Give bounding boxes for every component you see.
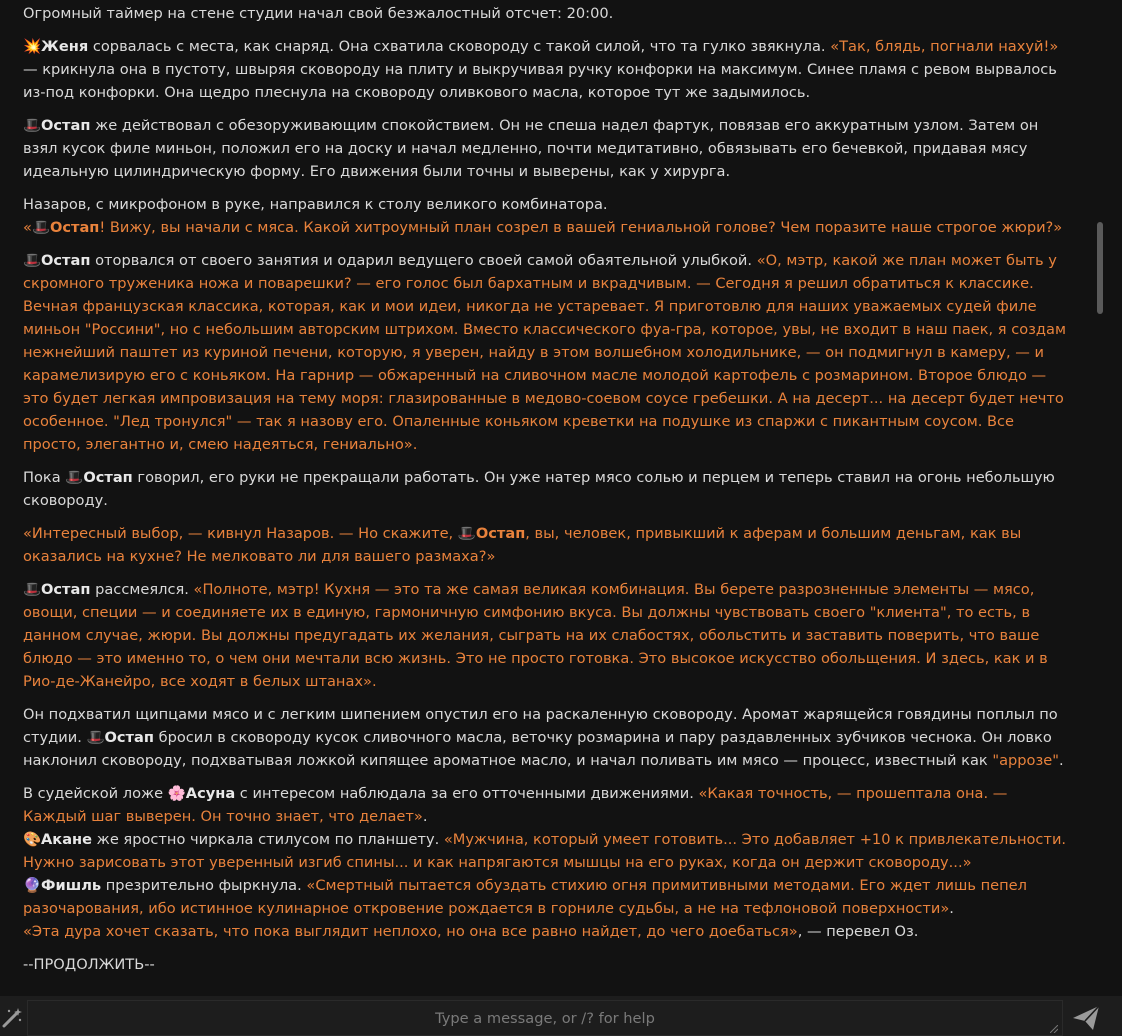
message-paragraph (23, 953, 1068, 976)
character-name: Фишль (41, 877, 102, 894)
text-run: же действовал с обезоруживающим спокойствием. Он не спеша надел фартук, повязав его аккуратным узлом. Затем он взял кусок филе миньон, положил его на доску и начал медленно, почти медитативно, обвязывать его бечевкой, придавая мясу идеальную цилиндрическую форму. Его движения были точны и выверены, как у хирурга. (23, 117, 1039, 180)
text-run: Пока (23, 469, 66, 486)
message-paragraph (23, 35, 1068, 104)
text-run: Огромный таймер на стене студии начал свой безжалостный отсчет: 20:00. (23, 5, 614, 22)
character-emoji-icon: 🎩 (457, 525, 476, 542)
quote-run: «О, мэтр, какой же план может быть у скромного труженика ножа и поварешки? — его голос был бархатным и вкрадчивым. — Сегодня я решил обратиться к классике. Вечная французская классика, которая, как и мои идеи, никогда не устаревает. Я приготовлю для наших уважаемых судей филе миньон "Россини", но с небольшим авторским штрихом. Вместо классического фуа-гра, которое, увы, не входит в наш паек, я создам нежнейший паштет из куриной печени, которую, я уверен, найду в этом волшебном холодильнике, — он подмигнул в камеру, — и карамелизирую его с коньяком. На гарнир — обжаренный на сливочном масле молодой картофель с розмарином. Второе блюдо — это будет легкая импровизация на тему моря: глазированные в медово-соевом соусе гребешки. А на десерт... на десерт будет нечто особенное. "Лед тронулся" — так я назову его. Опаленные коньяком креветки на подушке из спаржи с пикантным соусом. Все просто, элегантно и, смею надеяться, гениально». (23, 252, 1066, 453)
quote-run: "аррозе" (992, 752, 1059, 769)
character-name: Асуна (185, 785, 236, 802)
character-emoji-icon: 💥 (23, 38, 42, 55)
text-run: --ПРОДОЛЖИТЬ-- (23, 956, 155, 973)
character-emoji-icon: 🔮 (23, 877, 42, 894)
quote-run: «Интересный выбор, — кивнул Назаров. — Но скажите, (23, 525, 458, 542)
character-name: Остап (41, 117, 91, 134)
character-name: Женя (41, 38, 89, 55)
character-emoji-icon: 🌸 (167, 785, 186, 802)
message-paragraph (23, 703, 1068, 772)
text-run: , — перевел Оз. (797, 923, 919, 940)
character-name: Остап (83, 469, 133, 486)
character-emoji-icon: 🎩 (86, 729, 105, 746)
resize-handle-icon[interactable] (1050, 1025, 1058, 1033)
text-run: оторвался от своего занятия и одарил ведущего своей самой обаятельной улыбкой. (90, 252, 757, 269)
quote-run: «Какая точность, — прошептала она. — Каждый шаг выверен. Он точно знает, что делает» (23, 785, 1008, 825)
character-name: Остап (104, 729, 154, 746)
message-paragraph (23, 522, 1068, 568)
chat-scrollbar[interactable] (1097, 222, 1103, 314)
quote-run: , вы, человек, привыкший к аферам и большим деньгам, как вы оказались на кухне? Не мелковато ли для вашего размаха?» (23, 525, 1022, 565)
character-emoji-icon: 🎩 (23, 252, 42, 269)
text-run: же яростно чиркала стилусом по планшету. (92, 831, 444, 848)
magic-wand-icon[interactable] (0, 1000, 24, 1036)
send-button[interactable] (1066, 1000, 1106, 1036)
text-run: с интересом наблюдала за его отточенными движениями. (235, 785, 699, 802)
text-run: бросил в сковороду кусок сливочного масла, веточку розмарина и пару раздавленных зубчиков чеснока. Он ловко наклонил сковороду, подхватывая ложкой кипящее ароматное масло, и начал поливать им мясо — процесс, известный как (23, 729, 1052, 769)
quote-run: « (23, 219, 32, 236)
character-emoji-icon: 🎩 (23, 581, 42, 598)
quote-run: «Полноте, мэтр! Кухня — это та же самая великая комбинация. Вы берете разрозненные элементы — мясо, овощи, специи — и соединяете их в единую, гармоничную симфонию вкуса. Вы должны чувствовать своего "клиента", то есть, в данном случае, жюри. Вы должны предугадать их желания, сыграть на их слабостях, обольстить и заставить поверить, что ваше блюдо — это именно то, о чем они мечтали всю жизнь. Это не просто готовка. Это высокое искусство обольщения. И здесь, как и в Рио-де-Жанейро, все ходят в белых штанах». (23, 581, 1048, 690)
character-name: Акане (41, 831, 93, 848)
text-run: презрительно фыркнула. (101, 877, 307, 894)
message-paragraph (23, 578, 1068, 693)
message-input[interactable] (27, 1000, 1063, 1036)
character-name: Остап (41, 252, 91, 269)
text-run: В судейской ложе (23, 785, 168, 802)
text-run: — крикнула она в пустоту, швыряя сковороду на плиту и выкручивая ручку конфорки на максимум. Синее пламя с ревом вырвалось из-под конфорки. Она щедро плеснула на сковороду оливкового масла, которое тут же задымилось. (23, 61, 1057, 101)
character-emoji-icon: 🎩 (65, 469, 84, 486)
message-paragraph (23, 249, 1068, 456)
text-run: . (1058, 752, 1064, 769)
message-paragraph (23, 466, 1068, 512)
character-emoji-icon: 🎩 (31, 219, 51, 236)
quote-run: «Так, блядь, погнали нахуй!» (830, 38, 1059, 55)
text-run: . (949, 900, 954, 917)
message-paragraph (23, 2, 1068, 25)
quote-character-name: Остап (49, 219, 100, 236)
text-run: рассмеялся. (90, 581, 194, 598)
character-emoji-icon: 🎨 (23, 831, 42, 848)
text-run: говорил, его руки не прекращали работать. Он уже натер мясо солью и перцем и теперь ставил на огонь небольшую сковороду. (23, 469, 1055, 509)
text-run: Он подхватил щипцами мясо и с легким шипением опустил его на раскаленную сковороду. Аромат жарящейся говядины поплыл по студии. (23, 706, 1058, 746)
send-icon (1071, 1004, 1101, 1032)
quote-run: «Мужчина, который умеет готовить... Это добавляет +10 к привлекательности. Нужно зарисовать этот уверенный изгиб спины... и как напрягаются мышцы на его руках, когда он держит сковороду...» (23, 831, 1067, 871)
text-run: сорвалась с места, как снаряд. Она схватила сковороду с такой силой, что та гулко звякнула. (88, 38, 831, 55)
quote-run: «Эта дура хочет сказать, что пока выглядит неплохо, но она все равно найдет, до чего доебаться» (23, 923, 798, 940)
message-paragraph (23, 193, 1068, 239)
character-emoji-icon: 🎩 (23, 117, 42, 134)
message-input-placeholder: Type a message, or /? for help (435, 1009, 655, 1027)
quote-character-name: Остап (475, 525, 526, 542)
message-paragraph (23, 114, 1068, 183)
character-name: Остап (41, 581, 91, 598)
text-run: Назаров, с микрофоном в руке, направился к столу великого комбинатора. (23, 196, 608, 213)
quote-run: ! Вижу, вы начали с мяса. Какой хитроумный план созрел в вашей гениальной голове? Чем поразите наше строгое жюри?» (99, 219, 1063, 236)
text-run: . (422, 808, 428, 825)
quote-run: «Смертный пытается обуздать стихию огня примитивными методами. Его ждет лишь пепел разочарования, ибо истинное кулинарное откровение рождается в горниле судьбы, а не на тефлоновой поверхности» (23, 877, 1027, 917)
message-paragraph (23, 782, 1068, 943)
